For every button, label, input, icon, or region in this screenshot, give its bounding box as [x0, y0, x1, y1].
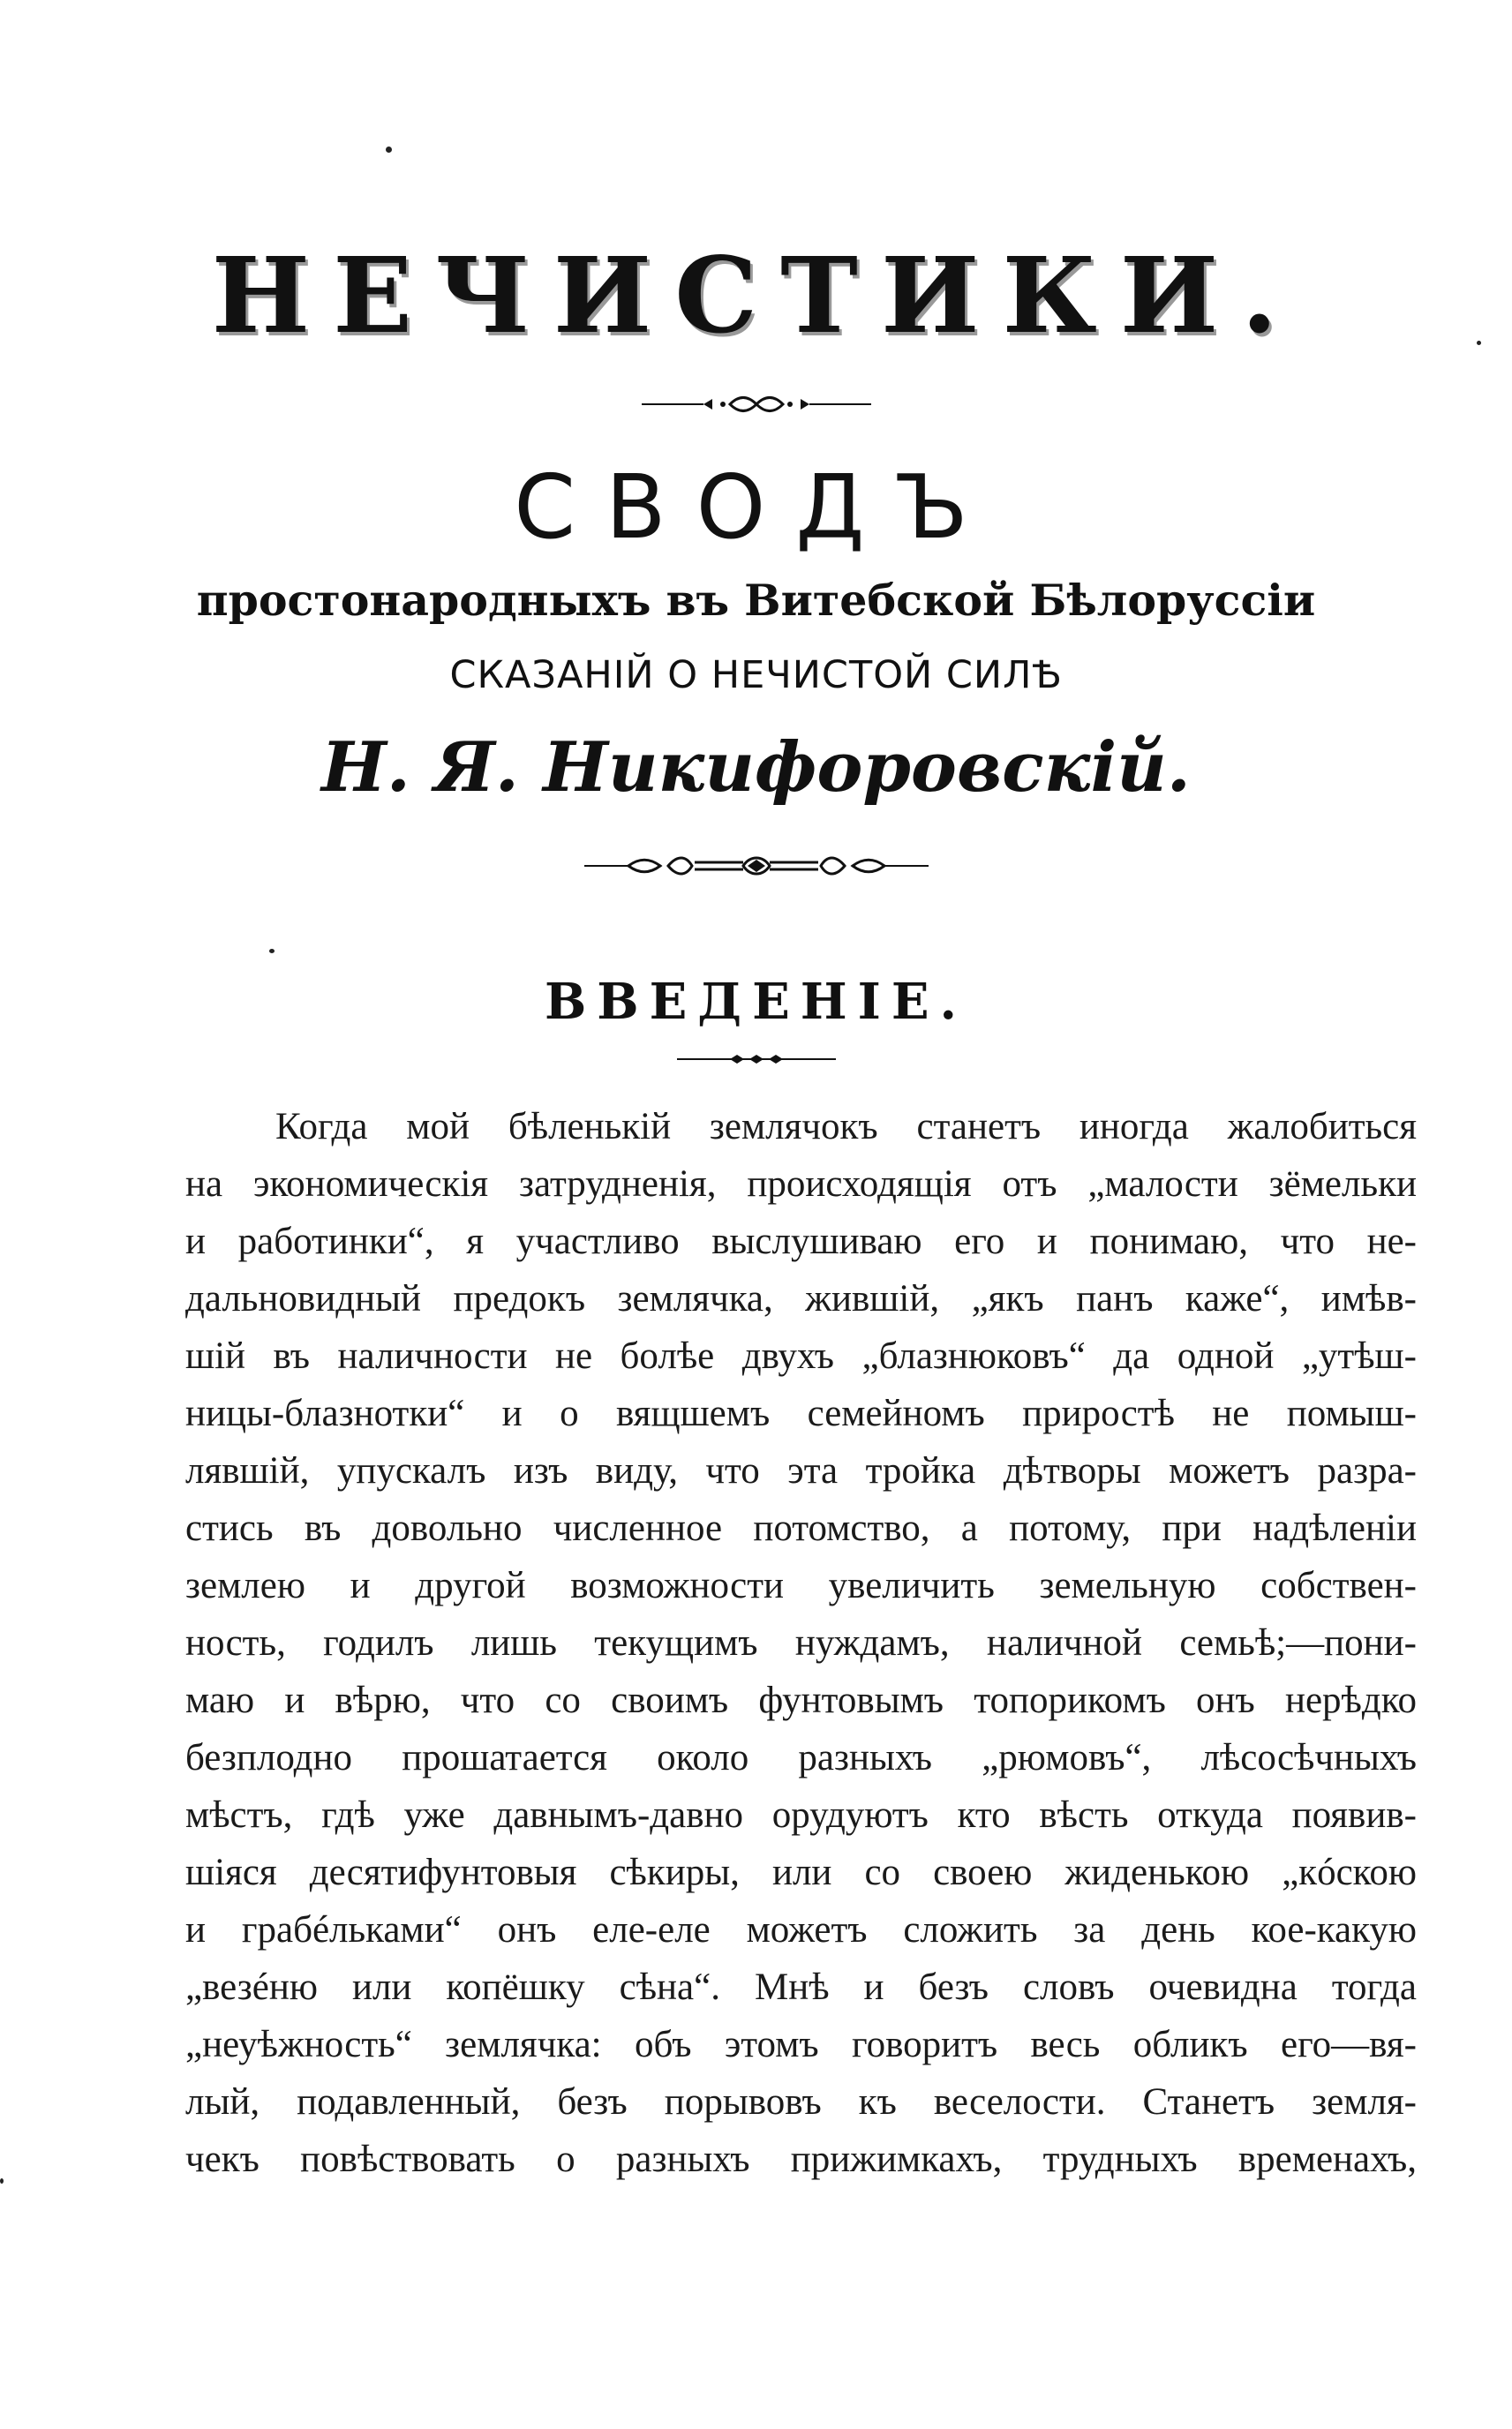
section-rule-icon [677, 1053, 836, 1065]
subtitle-caps: СКАЗАНІЙ О НЕЧИСТОЙ СИЛѢ [449, 653, 1063, 697]
text-line: маю и вѣрю, что со своимъ фунтовымъ топорикомъ онъ нерѣдко [185, 1680, 1417, 1721]
text-line: Когда мой бѣленькій землячокъ станетъ иногда жалобиться [275, 1106, 1417, 1147]
text-line: мѣстъ, гдѣ уже давнымъ-давно орудуютъ кто вѣсть откуда появив- [185, 1794, 1417, 1836]
text-line: стись въ довольно численное потомство, а потому, при надѣленіи [185, 1508, 1417, 1549]
text-line: чекъ повѣствовать о разныхъ прижимкахъ, трудныхъ временахъ, [185, 2139, 1417, 2180]
text-line: и работинки“, я участливо выслушиваю его и понимаю, что не- [185, 1221, 1417, 1262]
subtitle-bold: простонародныхъ въ Витебской Бѣлоруссіи [196, 575, 1316, 626]
scan-speck [0, 2178, 4, 2184]
text-line: лявшій, упускалъ изъ виду, что эта тройка дѣтворы можетъ разра- [185, 1450, 1417, 1492]
author-name: Н. Я. Никифоровскій. [321, 727, 1191, 808]
text-line: ность, годилъ лишь текущимъ нуждамъ, наличной семьѣ;—пони- [185, 1622, 1417, 1664]
book-title: НЕЧИСТИКИ. [211, 234, 1301, 357]
text-line: лый, подавленный, безъ порывовъ къ веселости. Станетъ земля- [185, 2081, 1417, 2123]
scan-speck [269, 949, 275, 953]
author-ornament [0, 853, 1512, 879]
text-line: „везéню или копёшку сѣна“. Мнѣ и безъ словъ очевидна тогда [185, 1967, 1417, 2008]
author-ornament-icon [584, 853, 929, 879]
title-ornament-icon [642, 394, 871, 415]
text-line: дальновидный предокъ землячка, жившій, „якъ панъ каже“, имѣв- [185, 1278, 1417, 1320]
section-title: ВВЕДЕНІЕ. [544, 973, 968, 1031]
text-line: шіяся десятифунтовыя сѣкиры, или со своею жиденькою „кóскою [185, 1852, 1417, 1893]
text-line: и грабéльками“ онъ еле-еле можетъ сложить за день кое-какую [185, 1909, 1417, 1951]
text-line: землею и другой возможности увеличить земельную собствен- [185, 1565, 1417, 1606]
text-line: на экономическія затрудненія, происходящія отъ „малости зёмельки [185, 1163, 1417, 1205]
text-line: безплодно прошатается около разныхъ „рюмовъ“, лѣсосѣчныхъ [185, 1737, 1417, 1779]
svod-heading: СВОДЪ [514, 455, 998, 559]
text-line: шій въ наличности не болѣе двухъ „блазнюковъ“ да одной „утѣш- [185, 1335, 1417, 1377]
text-line: ницы-блазнотки“ и о вящшемъ семейномъ приростѣ не помыш- [185, 1393, 1417, 1434]
scan-speck [386, 147, 392, 153]
title-ornament [0, 394, 1512, 415]
text-line: „неуѣжность“ землячка: объ этомъ говоритъ весь обликъ его—вя- [185, 2024, 1417, 2065]
section-rule [0, 1053, 1512, 1065]
